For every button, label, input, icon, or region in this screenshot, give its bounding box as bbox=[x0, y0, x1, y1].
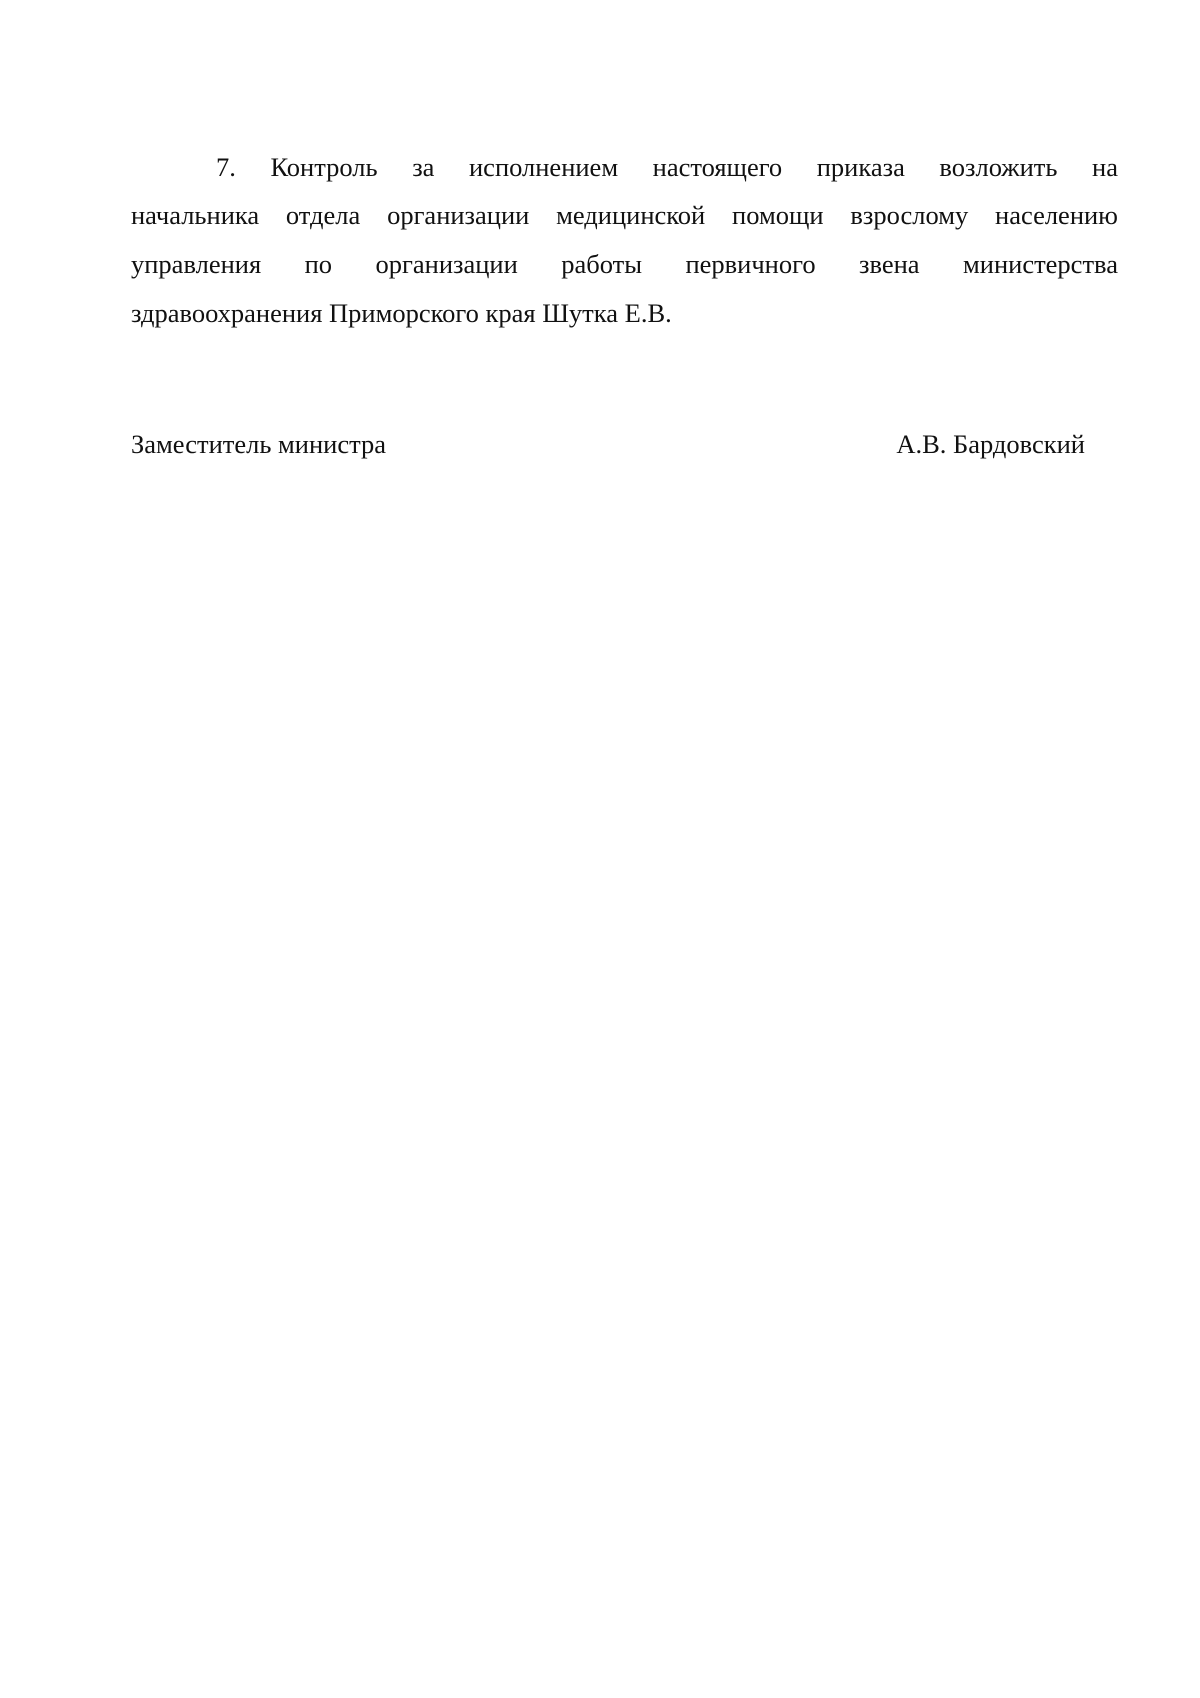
word: первичного bbox=[685, 249, 816, 279]
paragraph-line-1 bbox=[216, 147, 1118, 187]
word: на bbox=[1092, 152, 1118, 182]
word: взрослому bbox=[850, 200, 969, 230]
word: медицинской bbox=[556, 200, 706, 230]
word: Контроль bbox=[270, 152, 378, 182]
word: за bbox=[412, 152, 435, 182]
signatory-name: А.В. Бардовский bbox=[896, 429, 1085, 459]
word: по bbox=[304, 249, 333, 279]
word: организации bbox=[387, 200, 530, 230]
word: приказа bbox=[816, 152, 905, 182]
word: работы bbox=[561, 249, 643, 279]
word: отдела bbox=[285, 200, 361, 230]
word: исполнением bbox=[469, 152, 619, 182]
word: начальника bbox=[131, 200, 260, 230]
word: помощи bbox=[732, 200, 824, 230]
word: управления bbox=[131, 249, 262, 279]
paragraph-line-2 bbox=[131, 195, 1118, 235]
paragraph-line-4: здравоохранения Приморского края Шутка Е.В. bbox=[131, 298, 672, 328]
signatory-title: Заместитель министра bbox=[131, 429, 387, 459]
word: министерства bbox=[963, 249, 1118, 279]
item-number: 7. bbox=[216, 152, 236, 182]
word: населению bbox=[995, 200, 1118, 230]
paragraph-line-3 bbox=[131, 244, 1118, 284]
word: звена bbox=[859, 249, 920, 279]
word: организации bbox=[375, 249, 518, 279]
word: настоящего bbox=[652, 152, 783, 182]
word: возложить bbox=[939, 152, 1058, 182]
